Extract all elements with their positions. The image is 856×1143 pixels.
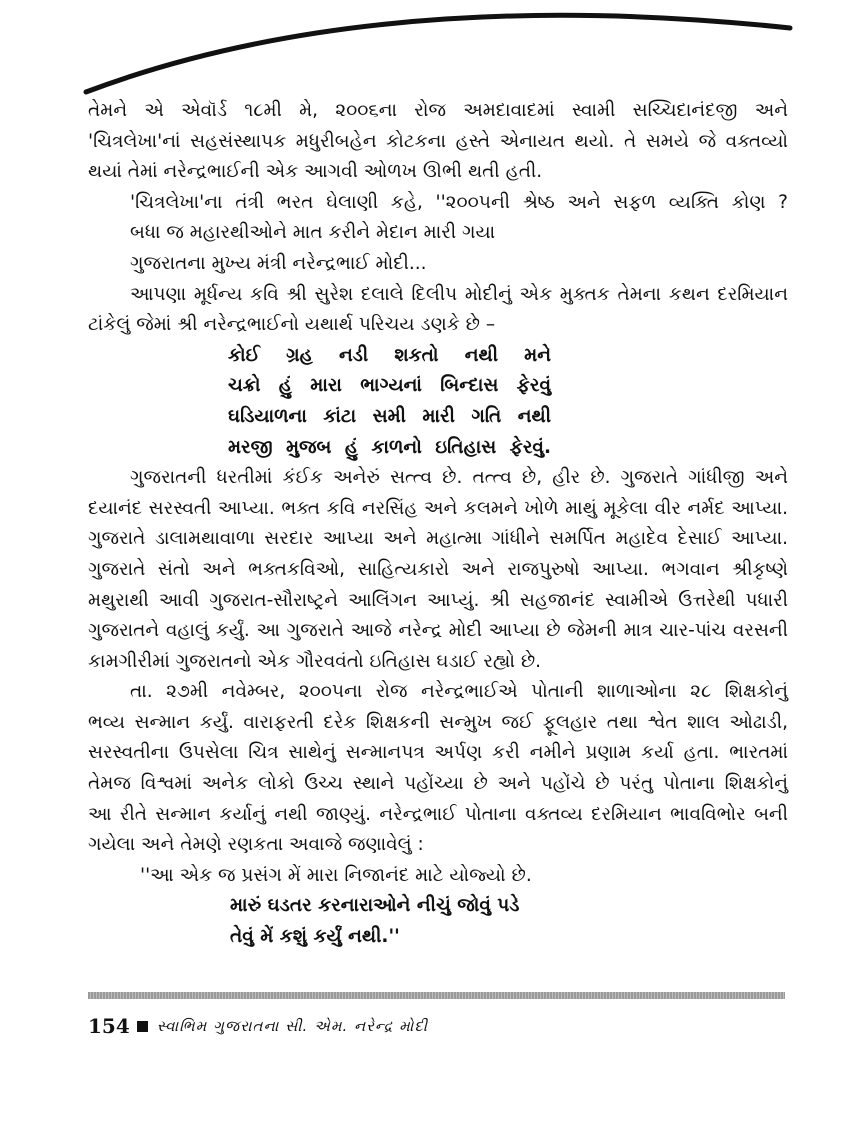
page-number: 154 [88,1014,130,1038]
quote-line: ''આ એક જ પ્રસંગ મેં મારા નિજાનંદ માટે યોજ્યો છે. [140,864,532,886]
text-line: દયાનંદ સરસ્વતી આપ્યા. ભક્ત કવિ નરસિંહ અને કલમને ખોળે માથું મૂકેલા વીર નર્મદ આપ્યા. [88,497,788,519]
poem-muktak [88,341,788,463]
text-line: તેમને એ એવૉર્ડ ૧૮મી મે, ૨૦૦૬ના રોજ અમદાવાદમાં સ્વામી સચ્ચિદાનંદજી અને [88,100,788,121]
header-curve-decoration [0,0,856,110]
poem-line: ચક્રો હું મારા ભાગ્યનાં બિન્દાસ ફેરવું [228,375,551,397]
poem-line: મારું ઘડતર કરનારાઓને નીચું જોવું પડે [230,895,520,917]
text-line: આ રીતે સન્માન કર્યાનું નથી જાણ્યું. નરેન્દ્રભાઈ પોતાના વક્તવ્ય દરમિયાન ભાવવિભોર બની [88,803,788,825]
poem-line: કોઈ ગ્રહ નડી શકતો નથી મને [228,344,551,366]
paragraph-teachers [88,677,788,861]
poem-line: મરજી મુજબ હું કાળનો ઇતિહાસ ફેરવું. [228,436,551,458]
paragraph-chitralekha [88,188,788,280]
black-square-icon [137,1021,148,1032]
page-footer [88,1014,428,1038]
paragraph-award [88,96,788,188]
text-line: ગયેલા અને તેમણે રણકતા અવાજે જણાવેલું : [88,834,424,856]
paragraph-suresh-dalal [88,280,788,341]
page-body [88,96,788,953]
text-line: ગુજરાતના મુખ્ય મંત્રી નરેન્દ્રભાઈ મોદી... [130,252,427,274]
text-line: ગુજરાતે ડાલામથાવાળા સરદાર આપ્યા અને મહાત્મા ગાંધીને સમર્પિત મહાદેવ દેસાઈ આપ્યા. [88,528,788,550]
text-line: ટાંકેલું જેમાં શ્રી નરેન્દ્રભાઈનો યથાર્થ પરિચય ડણકે છે – [88,314,496,336]
text-line: આપણા મૂર્ધન્ય કવિ શ્રી સુરેશ દલાલે દિલીપ મોદીનું એક મુક્તક તેમના કથન દરમિયાન [130,283,788,305]
text-line: બધા જ મહારથીઓને માત કરીને મેદાન મારી ગયા [130,222,496,244]
footer-divider [88,992,785,999]
text-line: કામગીરીમાં ગુજરાતનો એક ગૌરવવંતો ઇતિહાસ ઘડાઈ રહ્યો છે. [88,650,542,672]
text-line: મથુરાથી આવી ગુજરાત-સૌરાષ્ટ્રને આલિંગન આપ્યું. શ્રી સહજાનંદ સ્વામીએ ઉત્તરેથી પધારી [88,589,788,611]
text-line: ભવ્ય સન્માન કર્યું. વારાફરતી દરેક શિક્ષકની સન્મુખ જઈ ફૂલહાર તથા શ્વેત શાલ ઓઢાડી, [88,711,788,733]
poem-quote [88,891,788,952]
text-line: ગુજરાતે સંતો અને ભક્તકવિઓ, સાહિત્યકારો અને રાજપુરુષો આપ્યા. ભગવાન શ્રીકૃષ્ણે [88,558,788,580]
running-title: સ્વાભિમ ગુજરાતના સી. એમ. નરેન્દ્ર મોદી [156,1017,429,1035]
poem-line: ઘડિયાળના કાંટા સમી મારી ગતિ નથી [228,405,551,427]
text-line: તેમજ વિશ્વમાં અનેક લોકો ઉચ્ચ સ્થાને પહોંચ્યા છે અને પહોંચે છે પરંતુ પોતાના શિક્ષકોનું [88,773,788,795]
text-line: ગુજરાતને વહાલું કર્યું. આ ગુજરાતે આજે નરેન્દ્ર મોદી આપ્યા છે જેમની માત્ર ચાર-પાંચ વરસની [88,620,788,642]
poem-line: તેવું મેં કશું કર્યું નથી.'' [230,926,400,948]
text-line: 'ચિત્રલેખા'નાં સહસંસ્થાપક મધુરીબહેન કોટકના હસ્તે એનાયત થયો. તે સમયે જે વક્તવ્યો [88,130,788,152]
text-line: થયાં તેમાં નરેન્દ્રભાઈની એક આગવી ઓળખ ઊભી થતી હતી. [88,161,543,183]
text-line: ગુજરાતની ધરતીમાં કંઈક અનેરું સત્ત્વ છે. તત્ત્વ છે, હીર છે. ગુજરાતે ગાંધીજી અને [130,467,788,489]
paragraph-gujarat [88,463,788,677]
text-line: 'ચિત્રલેખા'ના તંત્રી ભરત ઘેલાણી કહે, ''૨૦૦૫ની શ્રેષ્ઠ અને સફળ વ્યક્તિ કોણ ? [130,191,788,213]
text-line: તા. ૨૭મી નવેમ્બર, ૨૦૦૫ના રોજ નરેન્દ્રભાઈએ પોતાની શાળાઓના ૨૮ શિક્ષકોનું [130,681,788,703]
text-line: સરસ્વતીના ઉપસેલા ચિત્ર સાથેનું સન્માનપત્ર અર્પણ કરી નમીને પ્રણામ કર્યા હતા. ભારતમાં [88,742,788,764]
